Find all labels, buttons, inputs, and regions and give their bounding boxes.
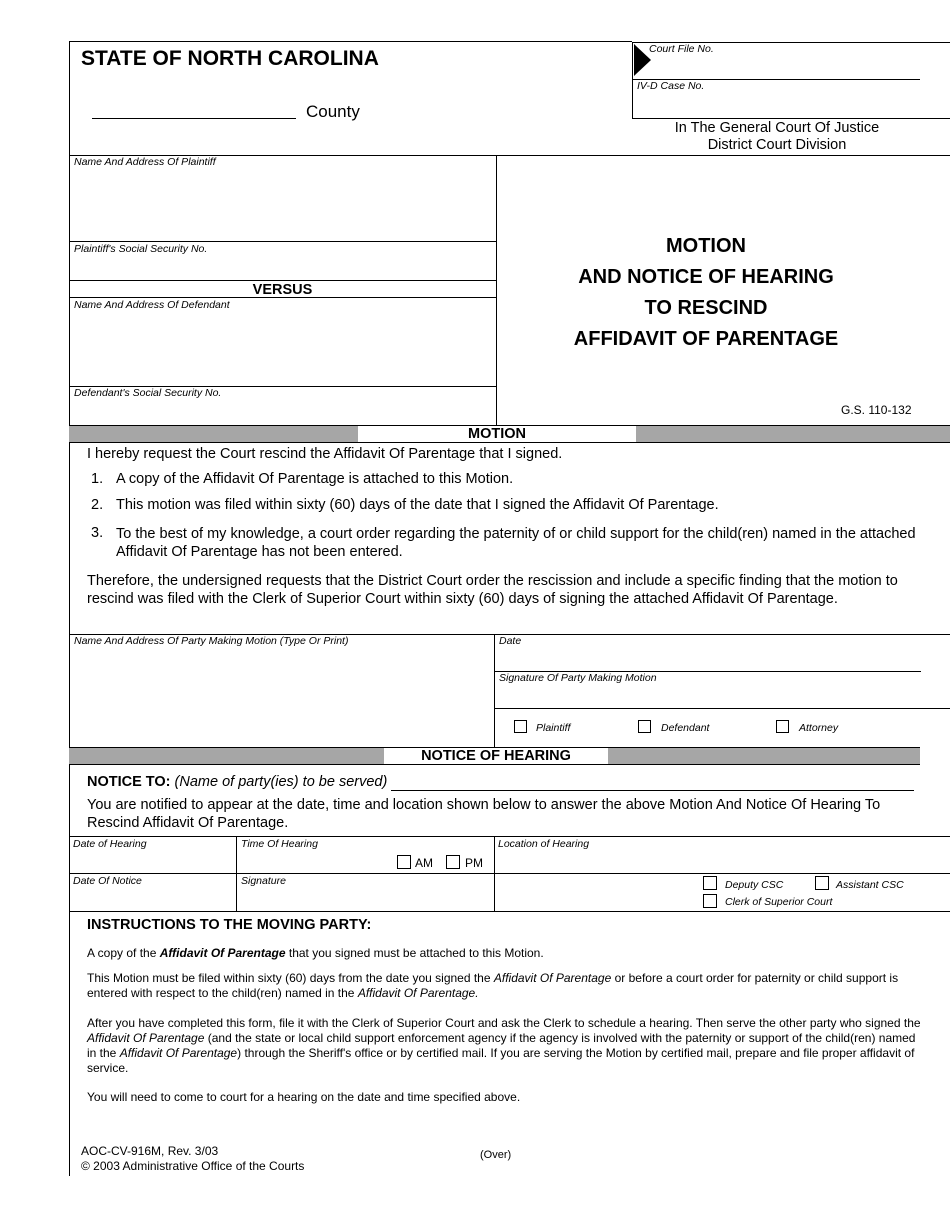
county-label: County <box>306 102 360 121</box>
form-number: AOC-CV-916M, Rev. 3/03 <box>81 1144 219 1158</box>
defendant-ssn-label: Defendant's Social Security No. <box>74 387 222 399</box>
instruction-3-e: ) through the Sheriff's office or by certified mail. If you are serving the Motion by certified mail, prepare and file proper affidavit of service. <box>87 1046 915 1075</box>
instructions-heading: INSTRUCTIONS TO THE MOVING PARTY: <box>87 917 372 933</box>
plaintiff-ssn-field[interactable] <box>69 280 496 281</box>
plaintiff-checkbox[interactable] <box>514 720 527 733</box>
hearing-table-mid <box>69 873 950 874</box>
hearing-col-1 <box>236 836 237 912</box>
instruction-3 <box>87 1016 923 1076</box>
notice-to-label: NOTICE TO: <box>87 774 171 790</box>
instruction-1-c: that you signed must be attached to this Motion. <box>285 946 544 960</box>
item-2-num: 2. <box>91 497 104 513</box>
left-border <box>69 41 70 1176</box>
assistant-csc-label: Assistant CSC <box>836 879 904 891</box>
deputy-csc-label: Deputy CSC <box>725 879 784 891</box>
item-1-text: A copy of the Affidavit Of Parentage is attached to this Motion. <box>116 471 514 487</box>
pm-checkbox[interactable] <box>446 855 460 869</box>
statute-ref: G.S. 110-132 <box>841 403 912 417</box>
instruction-3-d: Affidavit Of Parentage <box>119 1046 238 1060</box>
plaintiff-name-label: Name And Address Of Plaintiff <box>74 156 216 168</box>
instruction-3-c: (and the state or local child support enforcement agency if the agency is involved with the paternity or support of the child(ren) named in the <box>87 1031 916 1060</box>
notice-to-hint: (Name of party(ies) to be served) <box>174 774 388 790</box>
court-line-2: District Court Division <box>707 137 847 153</box>
instruction-3-b: Affidavit Of Parentage <box>87 1031 205 1045</box>
pm-label: PM <box>465 856 483 870</box>
motion-intro: I hereby request the Court rescind the Affidavit Of Parentage that I signed. <box>87 446 563 462</box>
instruction-1-b: Affidavit Of Parentage <box>159 946 286 960</box>
assistant-csc-checkbox[interactable] <box>815 876 829 890</box>
state-title: STATE OF NORTH CAROLINA <box>81 47 379 70</box>
versus-label: VERSUS <box>252 282 313 298</box>
instruction-2-a: This Motion must be filed within sixty (60) days from the date you signed the <box>87 971 494 985</box>
instruction-3-a: After you have completed this form, file it with the Clerk of Superior Court and ask the Clerk to schedule a hearing. Then serve the other party who signed the <box>87 1016 921 1030</box>
signature-label: Signature Of Party Making Motion <box>499 672 657 684</box>
title-line-4: AFFIDAVIT OF PARENTAGE <box>573 328 839 350</box>
plaintiff-role-label: Plaintiff <box>536 722 571 734</box>
motion-heading: MOTION <box>358 426 636 442</box>
clerk-label: Clerk of Superior Court <box>725 896 833 908</box>
top-border <box>69 41 632 42</box>
time-of-hearing-label[interactable]: Time Of Hearing <box>241 838 318 850</box>
deputy-csc-checkbox[interactable] <box>703 876 717 890</box>
title-line-1: MOTION <box>666 235 746 257</box>
item-2-text: This motion was filed within sixty (60) days of the date that I signed the Affidavit Of Parentage. <box>116 497 719 513</box>
defendant-name-label: Name And Address Of Defendant <box>74 299 230 311</box>
item-3-text: To the best of my knowledge, a court order regarding the paternity of or child support for the child(ren) named in the attached Affidavit Of Parentage has not been entered. <box>116 526 916 560</box>
county-line[interactable] <box>92 118 296 119</box>
instruction-4: You will need to come to court for a hearing on the date and time specified above. <box>87 1090 521 1104</box>
instruction-2-b: Affidavit Of Parentage <box>493 971 612 985</box>
title-line-2: AND NOTICE OF HEARING <box>578 266 834 288</box>
notice-signature-label[interactable]: Signature <box>241 875 286 887</box>
notice-to-field[interactable] <box>391 790 914 791</box>
hearing-col-2 <box>494 836 495 912</box>
date-of-notice-label[interactable]: Date Of Notice <box>73 875 142 887</box>
instruction-1-a: A copy of the <box>87 946 160 960</box>
copyright: © 2003 Administrative Office of the Courts <box>81 1159 305 1173</box>
instruction-2-d: Affidavit Of Parentage. <box>357 986 479 1000</box>
item-1-num: 1. <box>91 471 104 487</box>
signature-field[interactable] <box>494 708 950 709</box>
notice-body: You are notified to appear at the date, time and location shown below to answer the above Motion And Notice Of Hearing To Rescind Affidavit Of Parentage. <box>87 797 881 831</box>
date-of-hearing-label[interactable]: Date of Hearing <box>73 838 147 850</box>
am-label: AM <box>415 856 433 870</box>
notice-to-line <box>87 774 387 790</box>
item-3-num: 3. <box>91 525 104 541</box>
instruction-2 <box>87 971 923 1001</box>
location-label[interactable]: Location of Hearing <box>498 838 590 850</box>
clerk-checkbox[interactable] <box>703 894 717 908</box>
ivd-line[interactable] <box>632 118 950 119</box>
ivd-label: IV-D Case No. <box>637 80 705 92</box>
court-line-1: In The General Court Of Justice <box>674 120 880 136</box>
defendant-checkbox[interactable] <box>638 720 651 733</box>
instruction-1 <box>87 946 923 961</box>
am-checkbox[interactable] <box>397 855 411 869</box>
date-label: Date <box>499 635 522 647</box>
over-label: (Over) <box>480 1149 512 1161</box>
instruction-2-c: or before a court order for paternity or child support is entered with respect to the child(ren) named in the <box>87 971 899 1000</box>
plaintiff-ssn-label: Plaintiff's Social Security No. <box>74 243 208 255</box>
signature-divider <box>494 634 495 747</box>
therefore-text: Therefore, the undersigned requests that the District Court order the rescission and include a specific finding that the motion to rescind was filed with the Clerk of Superior Court within sixty (60) days of signing the attached Affidavit Of Parentage. <box>87 573 898 607</box>
hearing-table-bottom <box>69 911 950 912</box>
notice-heading: NOTICE OF HEARING <box>384 748 608 764</box>
hearing-table-top <box>69 836 950 837</box>
plaintiff-name-field[interactable] <box>69 241 496 242</box>
versus-line <box>69 297 496 298</box>
form-title <box>496 231 916 355</box>
party-name-label[interactable]: Name And Address Of Party Making Motion (Type Or Print) <box>74 635 349 647</box>
attorney-checkbox[interactable] <box>776 720 789 733</box>
attorney-role-label: Attorney <box>799 722 839 734</box>
court-file-label: Court File No. <box>649 43 714 55</box>
file-box-border <box>632 42 633 118</box>
court-name <box>632 120 922 154</box>
title-line-3: TO RESCIND <box>644 297 768 319</box>
defendant-role-label: Defendant <box>661 722 710 734</box>
